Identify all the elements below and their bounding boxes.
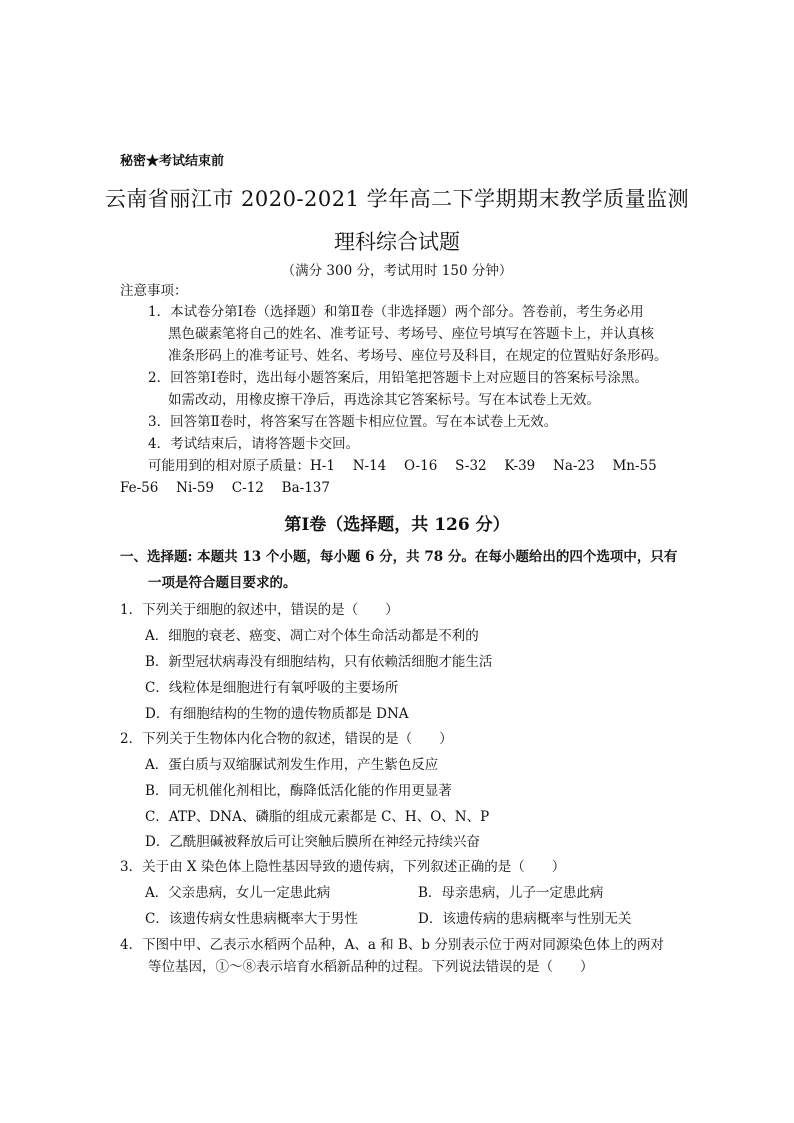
q1-option-d: D．有细胞结构的生物的遗传物质都是 DNA <box>145 706 409 722</box>
notice-item-4: 4．考试结束后，请将答题卡交回。 <box>148 436 360 452</box>
q3-option-d: D．该遗传病的患病概率与性别无关 <box>418 911 632 927</box>
atomic-mass-line-2: Fe-56 Ni-59 C-12 Ba-137 <box>120 480 330 496</box>
notice-item-3: 3．回答第Ⅱ卷时，将答案写在答题卡相应位置。写在本试卷上无效。 <box>148 414 558 430</box>
score-info: （满分 300 分，考试用时 150 分钟） <box>281 263 513 279</box>
instructions-line-1: 一、选择题: 本题共 13 个小题，每小题 6 分，共 78 分。在每小题给出的四个选项中，只有 <box>120 549 678 565</box>
q2-option-a: A．蛋白质与双缩脲试剂发生作用，产生紫色反应 <box>145 757 439 773</box>
q3-option-c: C．该遗传病女性患病概率大于男性 <box>145 911 358 927</box>
notice-item-1-line-2: 黑色碳素笔将自己的姓名、准考证号、考场号、座位号填写在答题卡上，并认真核 <box>168 326 654 342</box>
q2-option-c: C．ATP、DNA、磷脂的组成元素都是 C、H、O、N、P <box>145 809 490 825</box>
q3-stem: 3．关于由 X 染色体上隐性基因导致的遗传病，下列叙述正确的是（ ） <box>120 859 566 875</box>
q1-stem: 1．下列关于细胞的叙述中，错误的是（ ） <box>120 602 399 618</box>
q2-option-b: B．同无机催化剂相比，酶降低活化能的作用更显著 <box>145 783 452 799</box>
q1-option-a: A．细胞的衰老、癌变、凋亡对个体生命活动都是不利的 <box>145 628 479 644</box>
q1-option-b: B．新型冠状病毒没有细胞结构，只有依赖活细胞才能生活 <box>145 654 493 670</box>
secret-mark: 秘密★考试结束前 <box>120 154 225 169</box>
notice-item-2-line-1: 2．回答第Ⅰ卷时，选出每小题答案后，用铅笔把答题卡上对应题目的答案标号涂黑。 <box>148 370 648 386</box>
exam-subtitle: 理科综合试题 <box>334 230 460 254</box>
q1-option-c: C．线粒体是细胞进行有氧呼吸的主要场所 <box>145 680 399 696</box>
exam-title: 云南省丽江市 2020-2021 学年高二下学期期末教学质量监测 <box>104 187 690 211</box>
section-title: 第Ⅰ卷（选择题，共 126 分） <box>284 515 510 535</box>
q3-option-b: B．母亲患病，儿子一定患此病 <box>418 885 604 901</box>
q2-option-d: D．乙酰胆碱被释放后可让突触后膜所在神经元持续兴奋 <box>145 834 480 850</box>
notice-item-2-line-2: 如需改动，用橡皮擦干净后，再选涂其它答案标号。写在本试卷上无效。 <box>168 392 600 408</box>
notice-item-1-line-1: 1．本试卷分第Ⅰ卷（选择题）和第Ⅱ卷（非选择题）两个部分。答卷前，考生务必用 <box>148 304 644 320</box>
q3-option-a: A．父亲患病，女儿一定患此病 <box>145 885 331 901</box>
q2-stem: 2．下列关于生物体内化合物的叙述，错误的是（ ） <box>120 731 453 747</box>
instructions-line-2: 一项是符合题目要求的。 <box>148 575 297 591</box>
notice-item-1-line-3: 准条形码上的准考证号、姓名、考场号、座位号及科目，在规定的位置贴好条形码。 <box>168 348 668 364</box>
q4-stem-line-2: 等位基因，①～⑧表示培育水稻新品种的过程。下列说法错误的是（ ） <box>148 959 594 975</box>
notice-heading: 注意事项： <box>120 283 188 299</box>
atomic-mass-line-1: 可能用到的相对原子质量：H-1 N-14 O-16 S-32 K-39 Na-23 Mn-55 <box>148 458 657 474</box>
q4-stem-line-1: 4．下图中甲、乙表示水稻两个品种，A、a 和 B、b 分别表示位于两对同源染色体上的两对 <box>120 937 664 953</box>
